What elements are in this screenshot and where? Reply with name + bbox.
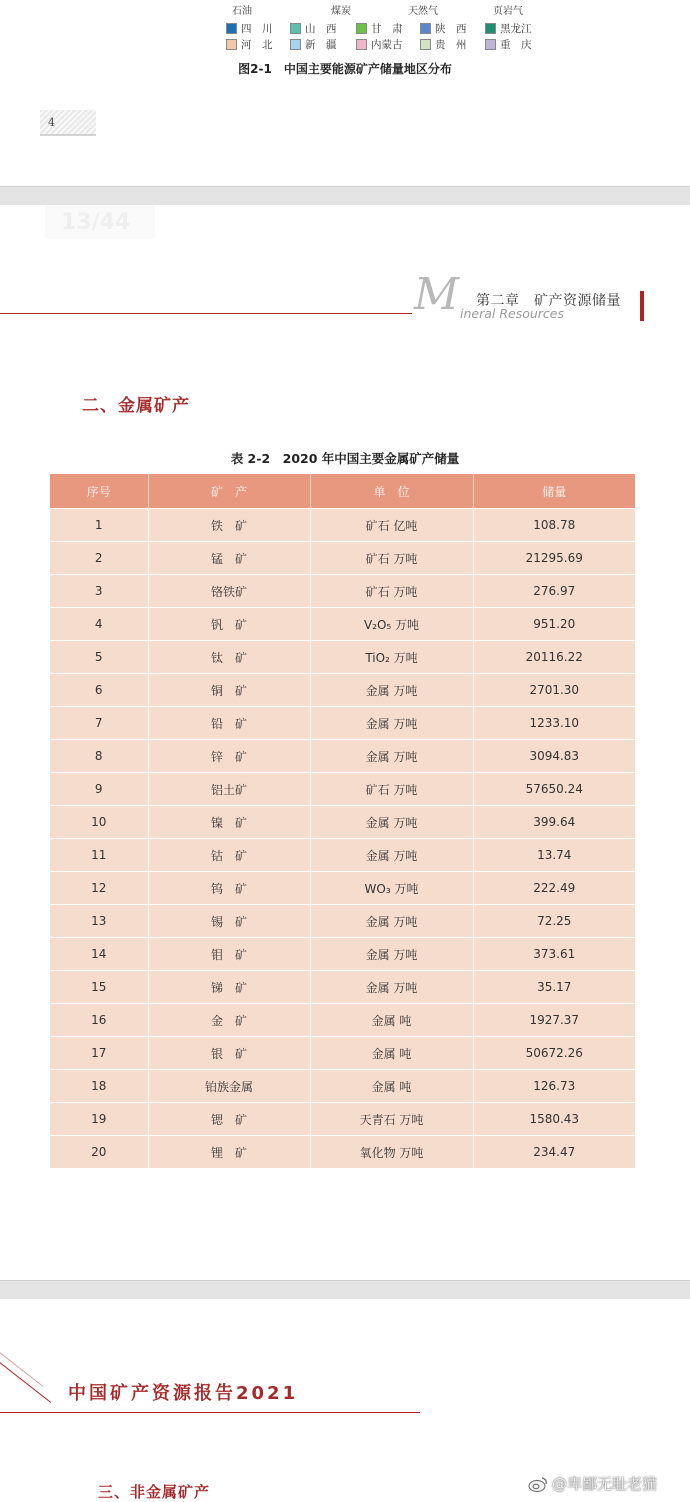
table-row	[50, 674, 635, 707]
cell-mineral: 锰 矿	[148, 542, 310, 575]
table-row	[50, 608, 635, 641]
table-row	[50, 707, 635, 740]
cell-no: 14	[50, 938, 148, 971]
table-row	[50, 872, 635, 905]
legend-item: 四 川	[226, 21, 273, 36]
table-row	[50, 806, 635, 839]
cell-value: 2701.30	[473, 674, 635, 707]
cell-value: 20116.22	[473, 641, 635, 674]
document-page	[0, 205, 690, 1280]
cell-unit: 矿石 万吨	[310, 542, 473, 575]
table-header-row	[50, 474, 635, 509]
cell-value: 57650.24	[473, 773, 635, 806]
table-row	[50, 1004, 635, 1037]
cell-value: 35.17	[473, 971, 635, 1004]
legend-item: 陕 西	[420, 21, 467, 36]
report-header-rule	[0, 1412, 420, 1413]
cell-no: 20	[50, 1136, 148, 1169]
cell-mineral: 银 矿	[148, 1037, 310, 1070]
cell-value: 276.97	[473, 575, 635, 608]
cell-no: 8	[50, 740, 148, 773]
legend-item: 河 北	[226, 37, 273, 52]
legend-swatch	[420, 39, 431, 50]
legend-swatch	[226, 23, 237, 34]
next-page-fragment	[0, 1299, 690, 1501]
cell-value: 21295.69	[473, 542, 635, 575]
cell-no: 11	[50, 839, 148, 872]
legend-row-2	[0, 37, 690, 51]
table-row	[50, 740, 635, 773]
cell-mineral: 铅 矿	[148, 707, 310, 740]
legend-swatch	[420, 23, 431, 34]
cell-no: 15	[50, 971, 148, 1004]
cell-no: 18	[50, 1070, 148, 1103]
cell-unit: 金属 万吨	[310, 806, 473, 839]
cell-no: 5	[50, 641, 148, 674]
table-row	[50, 938, 635, 971]
header-mineral: 矿 产	[148, 474, 310, 509]
watermark: @卑鄙无耻老猫	[528, 1473, 657, 1494]
cell-no: 10	[50, 806, 148, 839]
cell-no: 2	[50, 542, 148, 575]
cell-mineral: 锌 矿	[148, 740, 310, 773]
cell-unit: 矿石 万吨	[310, 773, 473, 806]
cell-value: 234.47	[473, 1136, 635, 1169]
cell-value: 1233.10	[473, 707, 635, 740]
table-row	[50, 1103, 635, 1136]
cell-unit: 金属 吨	[310, 1004, 473, 1037]
cell-unit: 金属 吨	[310, 1070, 473, 1103]
cell-value: 108.78	[473, 509, 635, 542]
legend-item: 黑龙江	[485, 21, 532, 36]
cell-value: 1580.43	[473, 1103, 635, 1136]
page-separator	[0, 186, 690, 206]
legend-swatch	[290, 39, 301, 50]
legend-swatch	[356, 23, 367, 34]
cell-value: 373.61	[473, 938, 635, 971]
legend-item: 甘 肃	[356, 21, 403, 36]
cell-no: 6	[50, 674, 148, 707]
page-separator	[0, 1280, 690, 1300]
cell-no: 7	[50, 707, 148, 740]
cell-unit: 氧化物 万吨	[310, 1136, 473, 1169]
mineral-reserves-table	[50, 474, 635, 1168]
header-unit: 单 位	[310, 474, 473, 509]
legend-swatch	[290, 23, 301, 34]
cell-mineral: 锡 矿	[148, 905, 310, 938]
cell-no: 4	[50, 608, 148, 641]
cell-unit: 金属 万吨	[310, 707, 473, 740]
cell-unit: 金属 万吨	[310, 938, 473, 971]
cell-unit: WO₃ 万吨	[310, 872, 473, 905]
cell-mineral: 镍 矿	[148, 806, 310, 839]
previous-page-fragment	[0, 0, 690, 186]
cell-mineral: 铝土矿	[148, 773, 310, 806]
cell-value: 72.25	[473, 905, 635, 938]
cell-value: 951.20	[473, 608, 635, 641]
header-accent-bar	[640, 291, 644, 321]
table-row	[50, 773, 635, 806]
page-number: 4	[40, 110, 96, 136]
legend-swatch	[226, 39, 237, 50]
legend-group-headers	[0, 2, 690, 16]
report-title: 中国矿产资源报告2021	[68, 1383, 299, 1404]
cell-mineral: 金 矿	[148, 1004, 310, 1037]
cell-unit: 金属 吨	[310, 1037, 473, 1070]
cell-mineral: 锂 矿	[148, 1136, 310, 1169]
cell-no: 17	[50, 1037, 148, 1070]
cell-unit: 矿石 亿吨	[310, 509, 473, 542]
header-no: 序号	[50, 474, 148, 509]
header-decorative-letter: M	[414, 269, 460, 320]
cell-value: 50672.26	[473, 1037, 635, 1070]
cell-no: 12	[50, 872, 148, 905]
cell-unit: TiO₂ 万吨	[310, 641, 473, 674]
cell-mineral: 锶 矿	[148, 1103, 310, 1136]
cell-unit: 金属 万吨	[310, 905, 473, 938]
table-row	[50, 1136, 635, 1169]
table-row	[50, 542, 635, 575]
cell-unit: 金属 万吨	[310, 674, 473, 707]
cell-value: 3094.83	[473, 740, 635, 773]
legend-group-coal: 煤炭	[331, 6, 351, 17]
table-row	[50, 971, 635, 1004]
next-section-title: 三、非金属矿产	[98, 1483, 211, 1501]
header-value: 储量	[473, 474, 635, 509]
cell-value: 399.64	[473, 806, 635, 839]
cell-unit: 天青石 万吨	[310, 1103, 473, 1136]
table-row	[50, 839, 635, 872]
legend-row-1	[0, 21, 690, 35]
decorative-diagonal	[0, 1359, 51, 1403]
cell-no: 1	[50, 509, 148, 542]
legend-item: 内蒙古	[356, 37, 403, 52]
weibo-icon	[528, 1476, 548, 1492]
cell-mineral: 铜 矿	[148, 674, 310, 707]
legend-group-oil: 石油	[232, 6, 252, 17]
table-body	[50, 509, 635, 1169]
chapter-title: 第二章 矿产资源储量	[476, 293, 621, 309]
cell-mineral: 钼 矿	[148, 938, 310, 971]
cell-value: 1927.37	[473, 1004, 635, 1037]
cell-no: 9	[50, 773, 148, 806]
legend-swatch	[485, 39, 496, 50]
header-english-subtitle: ineral Resources	[460, 306, 565, 321]
cell-unit: 金属 万吨	[310, 740, 473, 773]
table-row	[50, 509, 635, 542]
cell-unit: 金属 万吨	[310, 971, 473, 1004]
cell-no: 16	[50, 1004, 148, 1037]
cell-mineral: 锑 矿	[148, 971, 310, 1004]
cell-mineral: 钴 矿	[148, 839, 310, 872]
table-row	[50, 575, 635, 608]
cell-value: 222.49	[473, 872, 635, 905]
header-rule	[0, 313, 412, 314]
cell-unit: 矿石 万吨	[310, 575, 473, 608]
cell-no: 3	[50, 575, 148, 608]
legend-group-gas: 天然气	[408, 6, 438, 17]
cell-mineral: 钨 矿	[148, 872, 310, 905]
figure-caption: 图2-1 中国主要能源矿产储量地区分布	[238, 62, 452, 76]
legend-item: 重 庆	[485, 37, 532, 52]
section-title: 二、金属矿产	[82, 396, 190, 416]
cell-mineral: 铬铁矿	[148, 575, 310, 608]
cell-unit: 金属 万吨	[310, 839, 473, 872]
cell-value: 13.74	[473, 839, 635, 872]
cell-no: 19	[50, 1103, 148, 1136]
cell-mineral: 钒 矿	[148, 608, 310, 641]
legend-swatch	[356, 39, 367, 50]
table-row	[50, 1037, 635, 1070]
cell-no: 13	[50, 905, 148, 938]
table-caption: 表 2-2 2020 年中国主要金属矿产储量	[230, 451, 460, 466]
table-row	[50, 1070, 635, 1103]
legend-group-shale-gas: 页岩气	[493, 6, 523, 17]
cell-mineral: 铂族金属	[148, 1070, 310, 1103]
cell-mineral: 铁 矿	[148, 509, 310, 542]
legend-item: 新 疆	[290, 37, 337, 52]
cell-unit: V₂O₅ 万吨	[310, 608, 473, 641]
cell-mineral: 钛 矿	[148, 641, 310, 674]
table-row	[50, 905, 635, 938]
legend-swatch	[485, 23, 496, 34]
legend-item: 山 西	[290, 21, 337, 36]
table-row	[50, 641, 635, 674]
legend-item: 贵 州	[420, 37, 467, 52]
cell-value: 126.73	[473, 1070, 635, 1103]
page-counter: 13/44	[45, 205, 155, 239]
